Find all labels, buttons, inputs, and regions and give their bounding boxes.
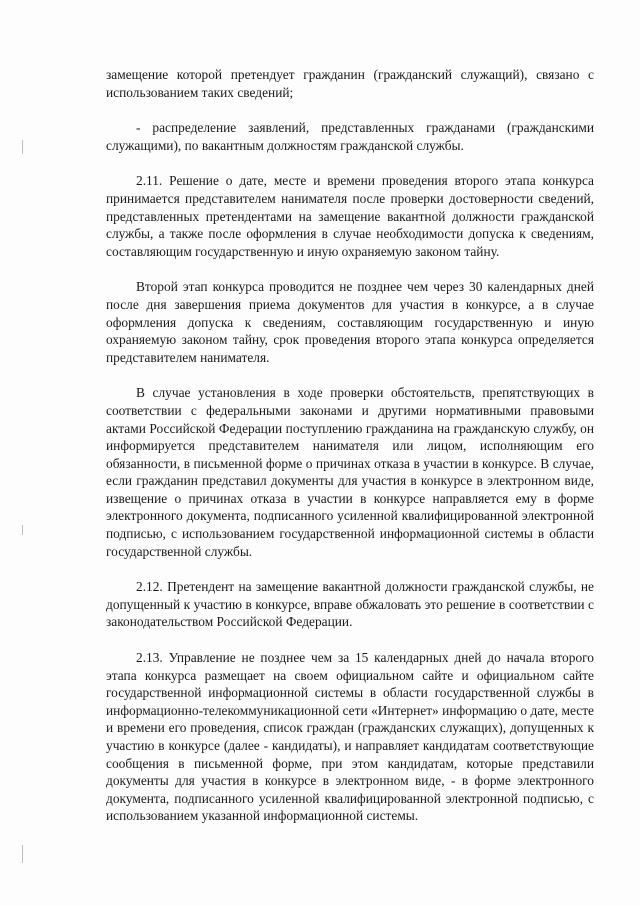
scan-edge-mark	[22, 525, 23, 535]
paragraph-2-12: 2.12. Претендент на замещение вакантной должности гражданской службы, не допущенный к участию в конкурсе, вправе обжаловать это решение в соответствии с законодательством Российской Федерации.	[106, 579, 594, 630]
paragraph-2-13: 2.13. Управление не позднее чем за 15 календарных дней до начала второго этапа конкурса размещает на своем официальном сайте и официальном сайте государственной информационной системы в области государственной службы в информационно-телекоммуникационной сети «Интернет» информацию о дате, месте и времени его проведения, список граждан (гражданских служащих), допущенных к участию в конкурсе (далее - кандидаты), и направляет кандидатам соответствующие сообщения в письменной форме, при этом кандидатам, которые представили документы для участия в конкурсе в электронном виде, - в форме электронного документа, подписанного усиленной квалифицированной электронной подписью, с использованием указанной информационной системы.	[106, 650, 594, 824]
paragraph-second-stage: Второй этап конкурса проводится не позднее чем через 30 календарных дней после дня завершения приема документов для участия в конкурсе, а в случае оформления допуска к сведениям, составляющим государственную и иную охраняемую законом тайну, срок проведения второго этапа конкурса определяется представителем нанимателя.	[106, 279, 594, 365]
paragraph-refusal: В случае установления в ходе проверки обстоятельств, препятствующих в соответствии с федеральными законами и другими нормативными правовыми актами Российской Федерации поступлению гражданина на гражданскую службу, он информируется представителем нанимателя или лицом, исполняющим его обязанности, в письменной форме о причинах отказа в участии в конкурсе. В случае, если гражданин представил документы для участия в конкурсе в электронном виде, извещение о причинах отказа в участии в конкурсе направляется ему в форме электронного документа, подписанного усиленной квалифицированной электронной подписью, с использованием государственной информационной системы в области государственной службы.	[106, 385, 594, 559]
paragraph-2-11: 2.11. Решение о дате, месте и времени проведения второго этапа конкурса принимается представителем нанимателя после проверки достоверности сведений, представленных претендентами на замещение вакантной должности гражданской службы, а также после оформления в случае необходимости допуска к сведениям, составляющим государственную и иную охраняемую законом тайну.	[106, 173, 594, 259]
paragraph-continuation: замещение которой претендует гражданин (гражданский служащий), связано с использованием таких сведений;	[106, 67, 594, 100]
scan-edge-mark	[22, 845, 23, 863]
document-body	[106, 66, 594, 843]
scan-edge-mark	[22, 140, 23, 154]
paragraph-distribution: - распределение заявлений, представленных гражданами (гражданскими служащими), по вакантным должностям гражданской службы.	[106, 120, 594, 153]
